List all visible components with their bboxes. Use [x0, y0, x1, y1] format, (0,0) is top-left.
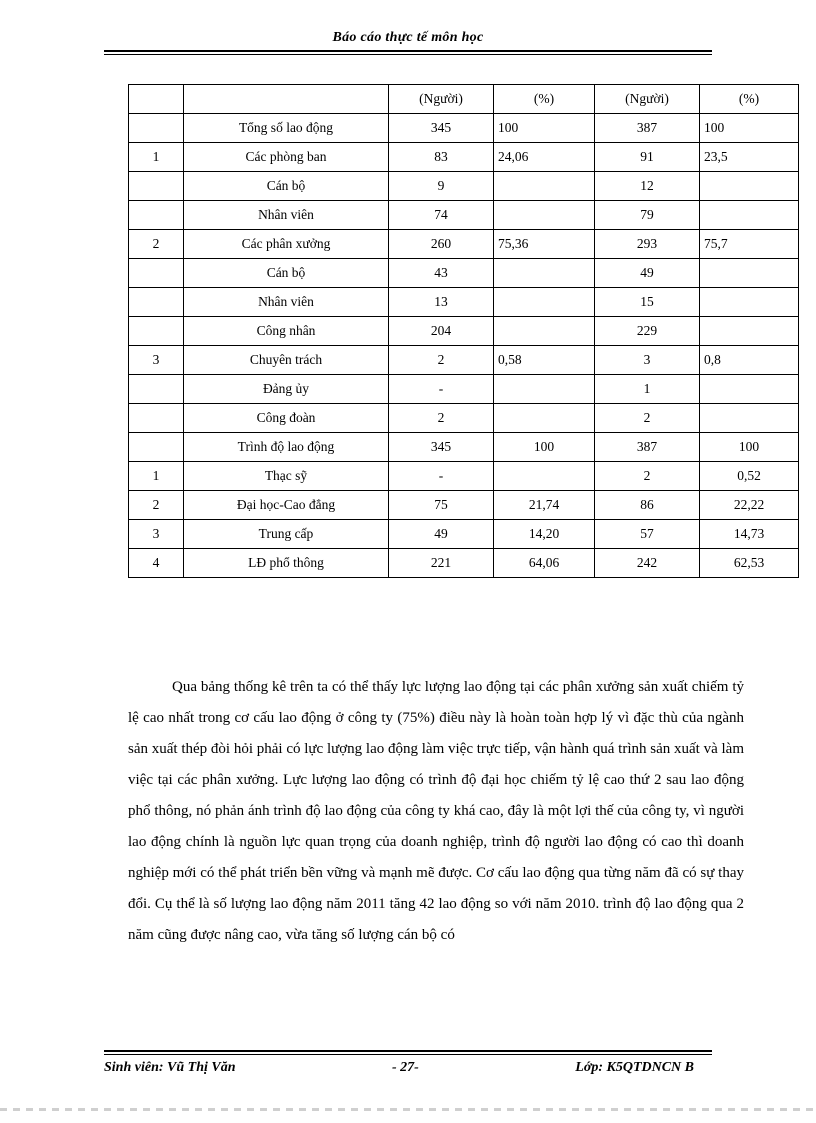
cell-pct1: 100: [494, 114, 595, 143]
header-cell-count1: (Người): [389, 85, 494, 114]
cell-count1: 221: [389, 549, 494, 578]
header-cell-name: [184, 85, 389, 114]
page-edge-decoration: [0, 1108, 816, 1111]
cell-name: Trung cấp: [184, 520, 389, 549]
cell-count2: 387: [595, 114, 700, 143]
cell-pct1: [494, 259, 595, 288]
footer-divider-bottom: [104, 1054, 712, 1055]
cell-name: Cán bộ: [184, 259, 389, 288]
cell-count1: 345: [389, 433, 494, 462]
cell-count1: 345: [389, 114, 494, 143]
cell-pct2: [700, 201, 799, 230]
cell-pct2: 75,7: [700, 230, 799, 259]
footer-row: [104, 1060, 712, 1076]
cell-pct2: 62,53: [700, 549, 799, 578]
table-row: [129, 114, 799, 143]
cell-count2: 2: [595, 404, 700, 433]
footer-class: Lớp: K5QTDNCN B: [575, 1060, 694, 1075]
cell-index: 4: [129, 549, 184, 578]
cell-pct1: 21,74: [494, 491, 595, 520]
footer-page-number: - 27-: [391, 1060, 419, 1075]
table-row: [129, 346, 799, 375]
cell-pct1: 100: [494, 433, 595, 462]
cell-count2: 2: [595, 462, 700, 491]
table-row: [129, 491, 799, 520]
cell-name: Đảng ủy: [184, 375, 389, 404]
cell-pct2: [700, 375, 799, 404]
table-row: [129, 143, 799, 172]
cell-pct2: [700, 317, 799, 346]
cell-count1: 43: [389, 259, 494, 288]
cell-count1: -: [389, 375, 494, 404]
cell-pct1: 64,06: [494, 549, 595, 578]
cell-name: Nhân viên: [184, 288, 389, 317]
cell-count2: 3: [595, 346, 700, 375]
cell-index: 1: [129, 462, 184, 491]
cell-count2: 387: [595, 433, 700, 462]
cell-count2: 91: [595, 143, 700, 172]
page-header: [104, 30, 712, 55]
cell-index: 3: [129, 346, 184, 375]
cell-index: 2: [129, 230, 184, 259]
cell-count1: 2: [389, 346, 494, 375]
table-row: [129, 317, 799, 346]
cell-count1: 260: [389, 230, 494, 259]
cell-pct1: 14,20: [494, 520, 595, 549]
cell-count2: 15: [595, 288, 700, 317]
cell-count2: 229: [595, 317, 700, 346]
cell-pct2: [700, 288, 799, 317]
cell-name: Tổng số lao động: [184, 114, 389, 143]
cell-pct2: 100: [700, 433, 799, 462]
cell-count1: -: [389, 462, 494, 491]
cell-count2: 49: [595, 259, 700, 288]
table-row: [129, 201, 799, 230]
cell-pct2: [700, 259, 799, 288]
body-text: [128, 672, 744, 951]
cell-pct2: 23,5: [700, 143, 799, 172]
cell-name: Chuyên trách: [184, 346, 389, 375]
cell-name: Trình độ lao động: [184, 433, 389, 462]
cell-pct1: [494, 288, 595, 317]
footer-divider-top: [104, 1050, 712, 1052]
cell-count1: 83: [389, 143, 494, 172]
cell-name: Các phòng ban: [184, 143, 389, 172]
cell-count1: 9: [389, 172, 494, 201]
cell-count1: 2: [389, 404, 494, 433]
table-row: [129, 172, 799, 201]
cell-pct1: [494, 172, 595, 201]
cell-name: Thạc sỹ: [184, 462, 389, 491]
table-row: [129, 462, 799, 491]
table-header-row: [129, 85, 799, 114]
table-body: [129, 85, 799, 578]
table-row: [129, 404, 799, 433]
cell-name: Cán bộ: [184, 172, 389, 201]
cell-count2: 1: [595, 375, 700, 404]
table-row: [129, 288, 799, 317]
table-row: [129, 375, 799, 404]
cell-count1: 13: [389, 288, 494, 317]
cell-count2: 293: [595, 230, 700, 259]
cell-index: [129, 201, 184, 230]
cell-pct2: 14,73: [700, 520, 799, 549]
cell-pct1: [494, 201, 595, 230]
table-row: [129, 433, 799, 462]
cell-name: LĐ phổ thông: [184, 549, 389, 578]
cell-name: Đại học-Cao đẳng: [184, 491, 389, 520]
cell-index: 2: [129, 491, 184, 520]
cell-count2: 12: [595, 172, 700, 201]
cell-index: [129, 404, 184, 433]
table-row: [129, 549, 799, 578]
cell-pct1: 75,36: [494, 230, 595, 259]
cell-count2: 57: [595, 520, 700, 549]
cell-pct1: 24,06: [494, 143, 595, 172]
header-cell-pct1: (%): [494, 85, 595, 114]
cell-index: [129, 433, 184, 462]
header-cell-pct2: (%): [700, 85, 799, 114]
header-cell-count2: (Người): [595, 85, 700, 114]
table: [128, 84, 799, 578]
cell-name: Công đoàn: [184, 404, 389, 433]
cell-count2: 79: [595, 201, 700, 230]
header-divider: [104, 50, 712, 55]
cell-pct1: [494, 317, 595, 346]
cell-pct2: 100: [700, 114, 799, 143]
table-row: [129, 259, 799, 288]
cell-index: [129, 375, 184, 404]
paragraph: Qua bảng thống kê trên ta có thể thấy lực lượng lao động tại các phân xưởng sản xuất chiếm tỷ lệ cao nhất trong cơ cấu lao động ở công ty (75%) điều này là hoàn toàn hợp lý vì đặc thù của ngành sản xuất thép đòi hỏi phải có lực lượng lao động làm việc trực tiếp, vận hành quá trình sản xuất và làm việc tại các phân xưởng. Lực lượng lao động có trình độ đại học chiếm tỷ lệ cao thứ 2 sau lao động phổ thông, nó phản ánh trình độ lao động của công ty khá cao, đây là một lợi thế của công ty, vì người lao động chính là nguồn lực quan trọng của doanh nghiệp, trình độ người lao động có cao thì doanh nghiệp mới có thể phát triển bền vững và mạnh mẽ được. Cơ cấu lao động qua từng năm đã có sự thay đổi. Cụ thể là số lượng lao động năm 2011 tăng 42 lao động so với năm 2010. trình độ lao động qua 2 năm cũng được nâng cao, vừa tăng số lượng cán bộ có: [128, 679, 744, 943]
cell-index: 1: [129, 143, 184, 172]
header-title: Báo cáo thực tế môn học: [332, 30, 484, 45]
cell-index: [129, 317, 184, 346]
cell-count2: 242: [595, 549, 700, 578]
cell-pct1: [494, 404, 595, 433]
cell-count1: 74: [389, 201, 494, 230]
page-footer: [104, 1050, 712, 1076]
cell-index: [129, 114, 184, 143]
cell-index: [129, 172, 184, 201]
cell-name: Nhân viên: [184, 201, 389, 230]
cell-pct1: [494, 375, 595, 404]
cell-name: Các phân xưởng: [184, 230, 389, 259]
table-row: [129, 230, 799, 259]
cell-count2: 86: [595, 491, 700, 520]
cell-name: Công nhân: [184, 317, 389, 346]
cell-pct2: 0,8: [700, 346, 799, 375]
footer-student-name: Sinh viên: Vũ Thị Văn: [104, 1060, 236, 1075]
cell-pct2: 0,52: [700, 462, 799, 491]
cell-count1: 49: [389, 520, 494, 549]
cell-pct2: [700, 172, 799, 201]
cell-count1: 204: [389, 317, 494, 346]
cell-count1: 75: [389, 491, 494, 520]
cell-index: [129, 259, 184, 288]
cell-pct1: [494, 462, 595, 491]
labor-structure-table: [128, 84, 765, 578]
table-row: [129, 520, 799, 549]
cell-pct2: 22,22: [700, 491, 799, 520]
cell-index: 3: [129, 520, 184, 549]
cell-pct1: 0,58: [494, 346, 595, 375]
cell-index: [129, 288, 184, 317]
cell-pct2: [700, 404, 799, 433]
header-cell-index: [129, 85, 184, 114]
